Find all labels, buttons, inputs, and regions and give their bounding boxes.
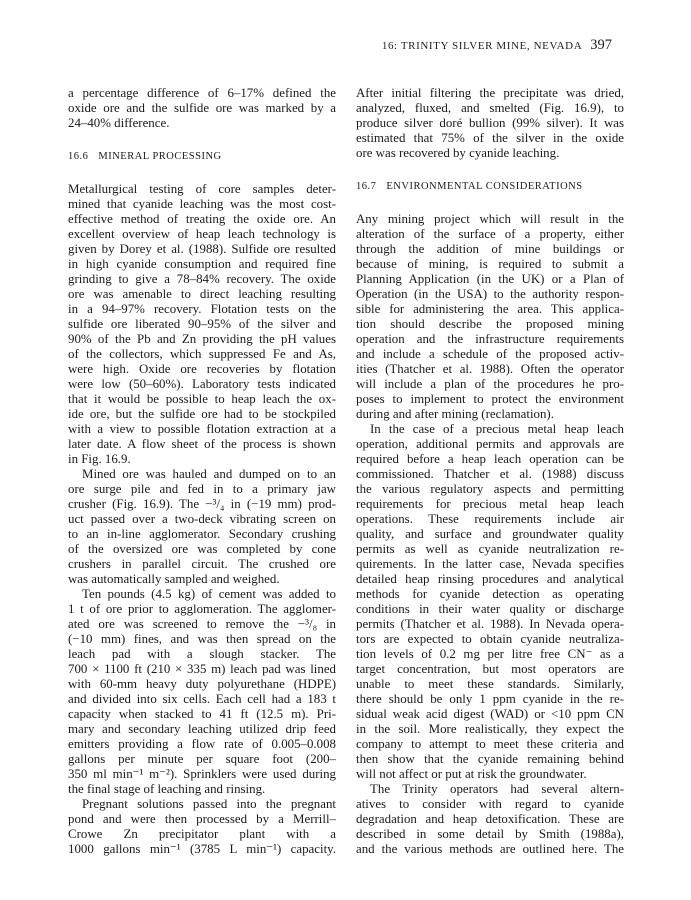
- text-line: operation and the infrastructure requirements: [356, 332, 624, 346]
- text-line: crushers in parallel circuit. The crushed ore: [68, 557, 336, 571]
- paragraph: [68, 86, 336, 131]
- text-line: was automatically sampled and weighed.: [68, 572, 280, 586]
- text-line: excellent overview of heap leach technology is: [68, 227, 336, 241]
- text-line: a percentage difference of 6–17% defined the: [68, 86, 336, 100]
- text-line: 350 ml min⁻¹ m⁻²). Sprinklers were used during: [68, 767, 336, 781]
- text-line: atives to consider with regard to cyanide: [356, 797, 624, 811]
- text-line: ore was amenable to direct leaching resulting: [68, 287, 336, 301]
- text-line: were low (50–60%). Laboratory tests indicated: [68, 377, 336, 391]
- text-line: (−10 mm) fines, and was then spread on the: [68, 632, 336, 646]
- text-line: grinding to give a 78–84% recovery. The oxide: [68, 272, 336, 286]
- text-line: Pregnant solutions passed into the pregnant: [82, 797, 336, 811]
- text-line: In the case of a precious metal heap leach: [370, 422, 624, 436]
- section-number: 16.7: [356, 181, 377, 192]
- text-line: ide ore, but the sulfide ore had to be stockpiled: [68, 407, 336, 421]
- left-column: [68, 86, 336, 857]
- text-line: 700 × 1100 ft (210 × 335 m) leach pad was lined: [68, 662, 336, 676]
- paragraph: [356, 422, 624, 782]
- text-line: were high. Oxide ore recoveries by flotation: [68, 362, 336, 376]
- text-line: crusher (Fig. 16.9). The −³/₄ in (−19 mm) prod-: [68, 497, 336, 511]
- text-line: oxide ore and the sulfide ore was marked by a: [68, 101, 336, 115]
- text-line: Planning Application (in the UK) or a Plan of: [356, 272, 624, 286]
- text-line: given by Dorey et al. (1988). Sulfide ore resulted: [68, 242, 336, 256]
- text-line: that it would be possible to heap leach the ox-: [68, 392, 336, 406]
- text-line: operation, additional permits and approvals are: [356, 437, 624, 451]
- text-line: produce silver doré bullion (99% silver). It was: [356, 116, 624, 130]
- right-column: [356, 86, 624, 857]
- spacer: [68, 131, 336, 149]
- text-line: ated ore was screened to remove the −³/₈ in: [68, 617, 336, 631]
- text-line: of the oversized ore was completed by cone: [68, 542, 336, 556]
- text-line: capacity when stacked to 41 ft (12.5 m). Pri-: [68, 707, 336, 721]
- text-line: required before a heap leach operation can be: [356, 452, 624, 466]
- text-line: pond and were then processed by a Merrill–: [68, 812, 336, 826]
- text-line: permits (Thatcher et al. 1988). In Nevada opera-: [356, 617, 624, 631]
- text-line: detailed heap rinsing procedures and analytical: [356, 572, 624, 586]
- paragraph: [68, 797, 336, 857]
- text-line: in Fig. 16.9.: [68, 452, 131, 466]
- text-line: to an in-line agglomerator. Secondary crushing: [68, 527, 336, 541]
- text-line: ities (Thatcher et al. 1988). Often the operator: [356, 362, 624, 376]
- paragraph: [68, 587, 336, 797]
- text-line: requirements for precious metal heap leach: [356, 497, 624, 511]
- text-line: quirements. In the latter case, Nevada specifies: [356, 557, 624, 571]
- text-line: target concentration, but most operators are: [356, 662, 624, 676]
- paragraph: [356, 782, 624, 857]
- paragraph: [68, 467, 336, 587]
- paragraph: [356, 86, 624, 161]
- spacer: [356, 161, 624, 179]
- text-line: sidual weak acid digest (WAD) or <10 ppm CN: [356, 707, 624, 721]
- text-line: effective method of treating the oxide ore. An: [68, 212, 336, 226]
- text-line: sible for administering the area. This applica-: [356, 302, 624, 316]
- text-line: Any mining project which will result in the: [356, 212, 624, 226]
- text-line: gallons per minute per square foot (200–: [68, 752, 336, 766]
- section-heading: [356, 179, 624, 194]
- text-line: then show that the cyanide remaining behind: [356, 752, 624, 766]
- text-line: ore was recovered by cyanide leaching.: [356, 146, 560, 160]
- text-line: will include a plan of the procedures he pro-: [356, 377, 624, 391]
- text-line: and the various methods are outlined here. The: [356, 842, 624, 856]
- text-line: commissioned. Thatcher et al. (1988) discuss: [356, 467, 624, 481]
- text-line: operations. These requirements include air: [356, 512, 624, 526]
- section-title: ENVIRONMENTAL CONSIDERATIONS: [386, 181, 583, 192]
- text-line: in high cyanide consumption and required fine: [68, 257, 336, 271]
- text-line: Crowe Zn precipitator plant with a: [68, 827, 336, 841]
- running-title: 16: TRINITY SILVER MINE, NEVADA: [381, 40, 583, 52]
- text-line: The Trinity operators had several altern-: [370, 782, 624, 796]
- text-line: in the soil. More realistically, they expect the: [356, 722, 624, 736]
- text-line: sulfide ore liberated 90–95% of the silver and: [68, 317, 336, 331]
- paragraph: [68, 182, 336, 467]
- text-line: will not affect or put at risk the groundwater.: [356, 767, 587, 781]
- text-line: because of mining, is required to submit a: [356, 257, 624, 271]
- text-line: and include a schedule of the proposed activ-: [356, 347, 624, 361]
- text-line: poses to implement to protect the environment: [356, 392, 624, 406]
- text-line: ore surge pile and fed in to a primary jaw: [68, 482, 336, 496]
- text-line: estimated that 75% of the silver in the oxide: [356, 131, 624, 145]
- text-line: Operation (in the USA) to the authority respon-: [356, 287, 624, 301]
- text-line: 90% of the Pb and Zn providing the pH values: [68, 332, 336, 346]
- text-line: uct passed over a two-deck vibrating screen on: [68, 512, 336, 526]
- text-line: 24–40% difference.: [68, 116, 170, 130]
- text-line: Mined ore was hauled and dumped on to an: [82, 467, 336, 481]
- text-line: the final stage of leaching and rinsing.: [68, 782, 266, 796]
- text-line: After initial filtering the precipitate was dried,: [356, 86, 624, 100]
- text-line: unable to meet these standards. Similarly,: [356, 677, 624, 691]
- text-line: Metallurgical testing of core samples deter-: [68, 182, 336, 196]
- spacer: [356, 194, 624, 212]
- text-line: company to attempt to meet these criteria and: [356, 737, 624, 751]
- text-line: tion levels of 0.2 mg per litre free CN⁻ as a: [356, 647, 624, 661]
- text-line: there should be only 1 ppm cyanide in the re-: [356, 692, 624, 706]
- text-line: mined that cyanide leaching was the most cost-: [68, 197, 336, 211]
- text-line: leach pad with a slough stacker. The: [68, 647, 336, 661]
- text-line: during and after mining (reclamation).: [356, 407, 554, 421]
- text-line: 1000 gallons min⁻¹ (3785 L min⁻¹) capacity.: [68, 842, 336, 856]
- text-line: Ten pounds (4.5 kg) of cement was added to: [82, 587, 336, 601]
- text-line: degradation and heap detoxification. These are: [356, 812, 624, 826]
- text-line: and divided into six cells. Each cell had a 183 t: [68, 692, 336, 706]
- text-line: later date. A flow sheet of the process is shown: [68, 437, 336, 451]
- spacer: [68, 164, 336, 182]
- paragraph: [356, 212, 624, 422]
- text-line: analyzed, fluxed, and smelted (Fig. 16.9), to: [356, 101, 624, 115]
- text-line: of the collectors, which suppressed Fe and As,: [68, 347, 336, 361]
- text-line: with 60-mm heavy duty polyurethane (HDPE): [68, 677, 336, 691]
- section-title: MINERAL PROCESSING: [98, 151, 222, 162]
- text-line: in a 94–97% recovery. Flotation tests on the: [68, 302, 336, 316]
- text-line: through the addition of mine buildings or: [356, 242, 624, 256]
- page-number: 397: [590, 37, 612, 53]
- text-line: the various regulatory aspects and permitting: [356, 482, 624, 496]
- text-line: conditions in their water quality or discharge: [356, 602, 624, 616]
- running-header: [382, 37, 612, 54]
- text-line: tors are expected to obtain cyanide neutraliza-: [356, 632, 624, 646]
- text-line: with a view to possible flotation extraction at a: [68, 422, 336, 436]
- section-heading: [68, 149, 336, 164]
- text-line: permits as well as cyanide neutralization re-: [356, 542, 624, 556]
- text-line: 1 t of ore prior to agglomeration. The agglomer-: [68, 602, 336, 616]
- text-line: methods for cyanide detection as operating: [356, 587, 624, 601]
- text-line: alteration of the surface of a property, either: [356, 227, 624, 241]
- text-line: tion should describe the proposed mining: [356, 317, 624, 331]
- text-line: mary and secondary leaching utilized drip feed: [68, 722, 336, 736]
- section-number: 16.6: [68, 151, 89, 162]
- text-line: described in some detail by Smith (1988a),: [356, 827, 624, 841]
- text-line: quality, and surface and groundwater quality: [356, 527, 624, 541]
- text-line: emitters providing a flow rate of 0.005–0.008: [68, 737, 336, 751]
